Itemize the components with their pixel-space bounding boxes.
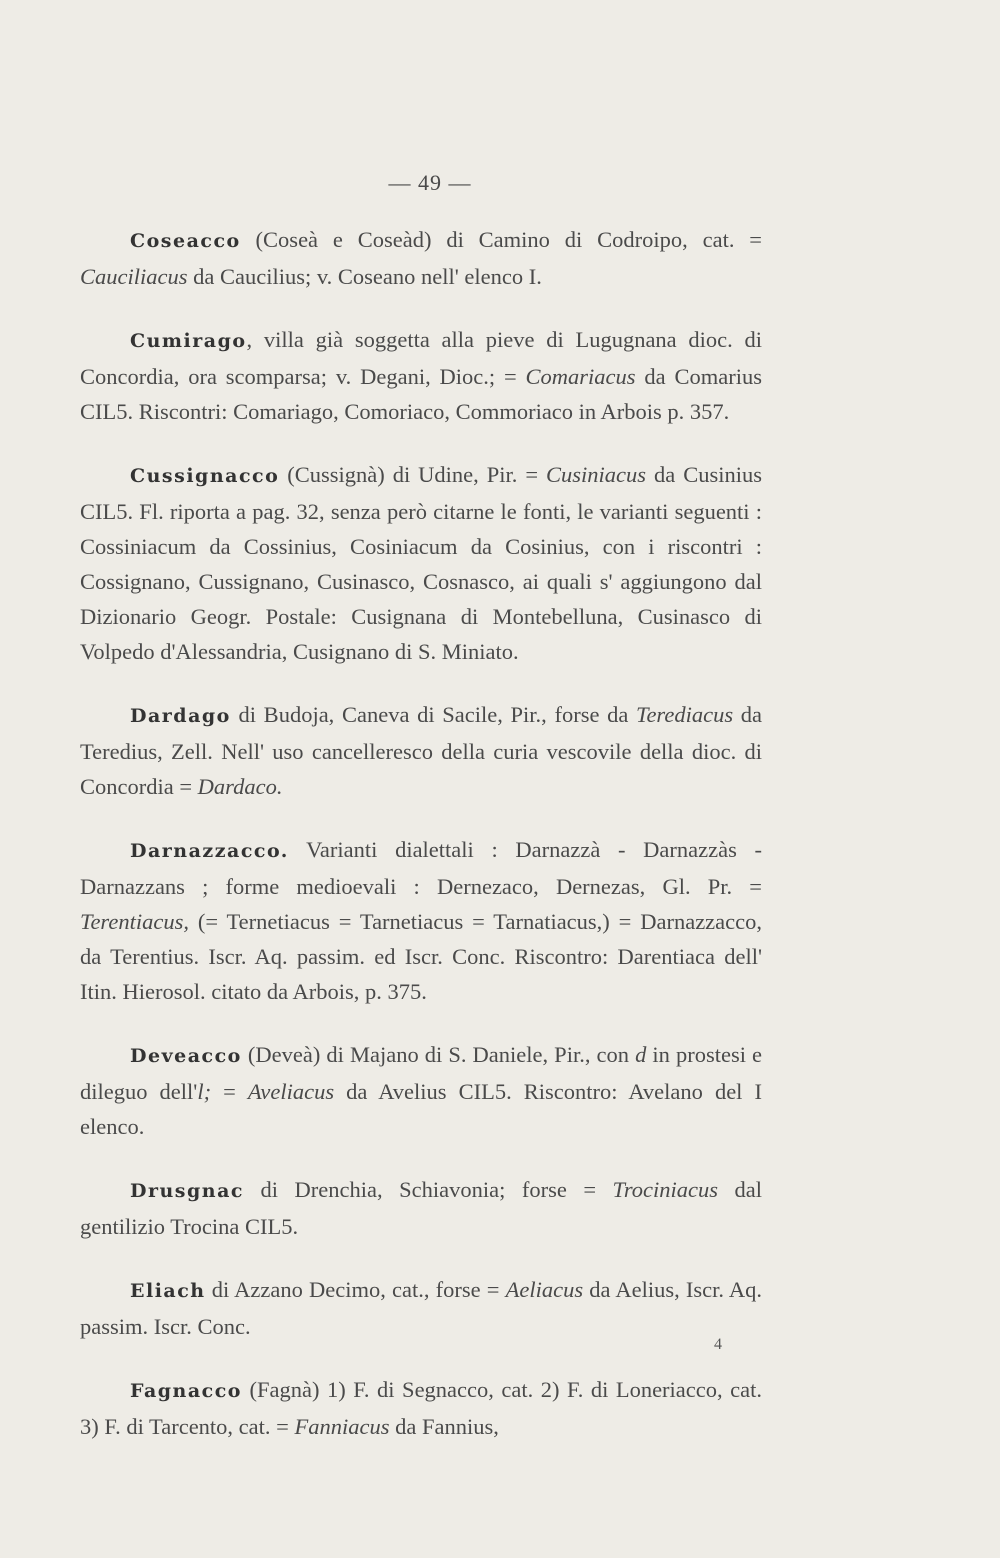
entry-text: (= Ternetiacus = Tarnetiacus = Tarnatiacus,) = Darnazzacco, da Terentius. Iscr. Aq. passim. ed Iscr. Conc. Riscontro: Darentiaca dell' Itin. Hierosol. citato da Arbois, p. 375. — [80, 909, 762, 1004]
latin-form: l; — [197, 1079, 212, 1104]
entry-headword: Cumirago — [130, 330, 247, 352]
entry-headword: Cussignacco — [130, 465, 280, 487]
entry-text: (Cussignà) di Udine, Pir. = — [279, 462, 547, 487]
entry-text: di Budoja, Caneva di Sacile, Pir., forse da — [230, 702, 636, 727]
entry-text: da Avelius CIL5. Riscontro: Avelano del I elenco. — [80, 1079, 762, 1139]
entry-text: (Deveà) di Majano di S. Daniele, Pir., con — [241, 1042, 636, 1067]
latin-form: Dardaco. — [197, 774, 283, 799]
dictionary-entry — [80, 322, 762, 429]
dictionary-entry — [80, 1037, 762, 1144]
entry-headword: Eliach — [130, 1280, 206, 1302]
entry-text: da Cusinius CIL5. Fl. riporta a pag. 32, senza però citarne le fonti, le varianti seguenti : Cossiniacum da Cossinius, Cosiniacum da Cosinius, con i riscontri : Cossignano, Cussignano, Cusinasco, Cosnasco, ai quali s' aggiungono dal Dizionario Geogr. Postale: Cusignana di Montebelluna, Cusinasco di Volpedo d'Alessandria, Cusignano di S. Miniato. — [80, 462, 762, 664]
entry-headword: Dardago — [130, 705, 231, 727]
entry-headword: Deveacco — [130, 1045, 242, 1067]
entry-text: di Drenchia, Schiavonia; forse = — [243, 1177, 613, 1202]
latin-form: Terentiacus, — [80, 909, 189, 934]
dictionary-entry — [80, 1172, 762, 1244]
entry-text: , villa già soggetta alla pieve di Lugugnana dioc. di Concordia, ora scomparsa; v. Degani, Dioc.; = — [80, 327, 762, 389]
dictionary-entry — [80, 697, 762, 804]
entry-text: = — [211, 1079, 248, 1104]
entry-text: Varianti dialettali : Darnazzà - Darnazzàs - Darnazzans ; forme medioevali : Dernezaco, Dernezas, Gl. Pr. = — [80, 837, 762, 899]
entry-text: da Aelius, Iscr. Aq. passim. Iscr. Conc. — [80, 1277, 763, 1339]
latin-form: Cusiniacus — [546, 462, 647, 487]
latin-form: Aeliacus — [505, 1277, 584, 1302]
entry-headword: Darnazzacco. — [130, 840, 289, 862]
entry-headword: Drusgnac — [130, 1180, 244, 1202]
dictionary-entry — [80, 1272, 762, 1344]
signature-mark: 4 — [714, 1336, 722, 1353]
dictionary-entry — [80, 457, 762, 669]
entry-headword: Fagnacco — [130, 1380, 242, 1402]
entry-text: da Fannius, — [389, 1414, 499, 1439]
entry-text: (Coseà e Coseàd) di Camino di Codroipo, cat. = — [240, 227, 762, 252]
dictionary-entry — [80, 222, 762, 294]
latin-form: Aveliacus — [247, 1079, 335, 1104]
entry-text: (Fagnà) 1) F. di Segnacco, cat. 2) F. di Loneriacco, cat. 3) F. di Tarcento, cat. = — [80, 1377, 762, 1439]
dictionary-entry — [80, 1372, 762, 1444]
entry-text: in prostesi e dileguo dell' — [80, 1042, 763, 1104]
entry-text: da Teredius, Zell. Nell' uso cancelleresco della curia vescovile della dioc. di Concordia = — [80, 702, 762, 799]
latin-form: Cauciliacus — [80, 264, 188, 289]
latin-form: Trociniacus — [612, 1177, 718, 1202]
latin-form: Fanniacus — [294, 1414, 390, 1439]
entry-text: da Comarius CIL5. Riscontri: Comariago, Comoriaco, Commoriaco in Arbois p. 357. — [80, 364, 762, 424]
latin-form: Comariacus — [525, 364, 636, 389]
entries-body — [80, 222, 762, 1472]
entry-text: dal gentilizio Trocina CIL5. — [80, 1177, 762, 1239]
entry-text: di Azzano Decimo, cat., forse = — [205, 1277, 506, 1302]
entry-headword: Coseacco — [130, 230, 241, 252]
latin-form: Terediacus — [636, 702, 734, 727]
dictionary-entry — [80, 832, 762, 1009]
latin-form: d — [635, 1042, 647, 1067]
entry-text: da Caucilius; v. Coseano nell' elenco I. — [187, 264, 542, 289]
page-number-header: — 49 — — [388, 170, 472, 195]
